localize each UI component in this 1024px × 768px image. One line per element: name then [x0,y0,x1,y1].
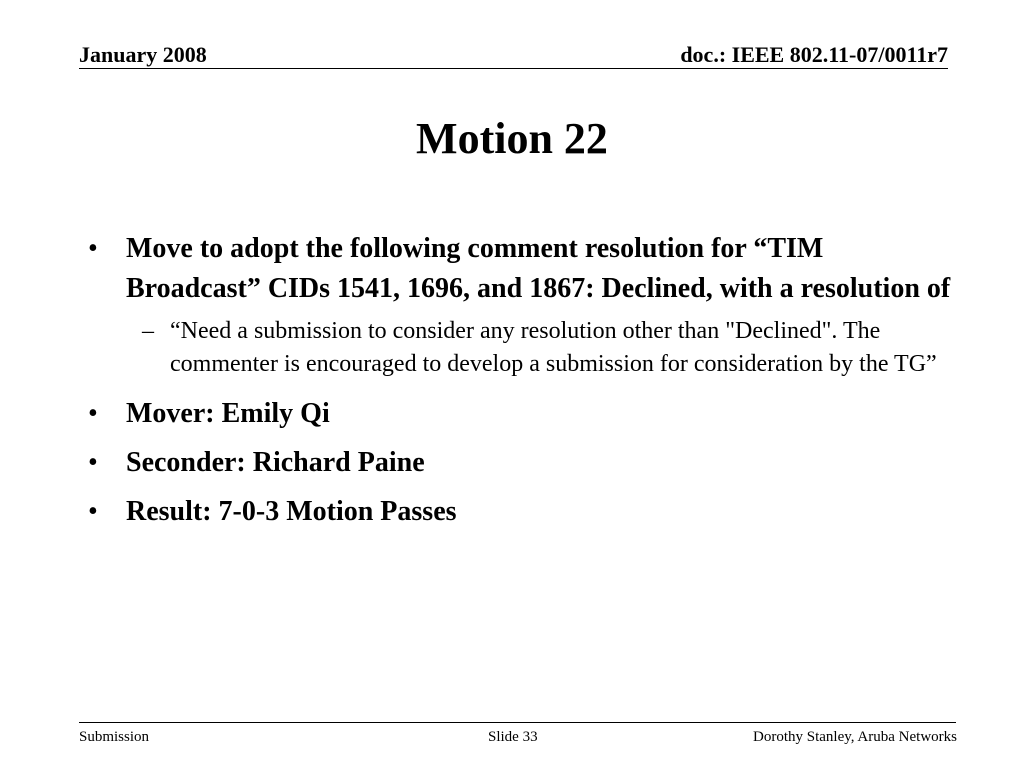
bullet-item-mover [84,394,954,434]
slide-title: Motion 22 [416,114,608,163]
bullet-text-seconder: Seconder: Richard Paine [126,447,425,478]
footer-submission-label: Submission [79,729,150,745]
bullet-text-mover: Mover: Emily Qi [126,398,330,429]
footer-slide-number: Slide 33 [488,729,538,745]
sub-bullet-item-resolution [84,315,954,381]
bullet-text-motion: Move to adopt the following comment resolution for “TIM Broadcast” CIDs 1541, 1696, and 1867: Declined, with a resolution of [126,233,951,304]
slide-body [84,229,954,532]
bullet-marker: • [88,233,98,264]
bullet-marker: • [88,447,98,478]
sub-bullet-text-resolution: “Need a submission to consider any resolution other than "Declined". The commenter is encouraged to develop a submission for consideration by the TG” [170,318,937,377]
sub-bullet-marker: – [142,318,154,344]
footer-author: Dorothy Stanley, Aruba Networks [753,729,957,745]
header-divider [79,68,948,69]
bullet-item-motion [84,229,954,309]
spacer [84,483,954,492]
bullet-text-result: Result: 7-0-3 Motion Passes [126,496,457,527]
header-date: January 2008 [79,42,207,67]
bullet-marker: • [88,496,98,527]
spacer [84,434,954,443]
footer-divider [79,722,956,723]
bullet-item-seconder [84,443,954,483]
header-doc-id: doc.: IEEE 802.11-07/0011r7 [680,42,948,67]
bullet-item-result [84,492,954,532]
bullet-marker: • [88,398,98,429]
